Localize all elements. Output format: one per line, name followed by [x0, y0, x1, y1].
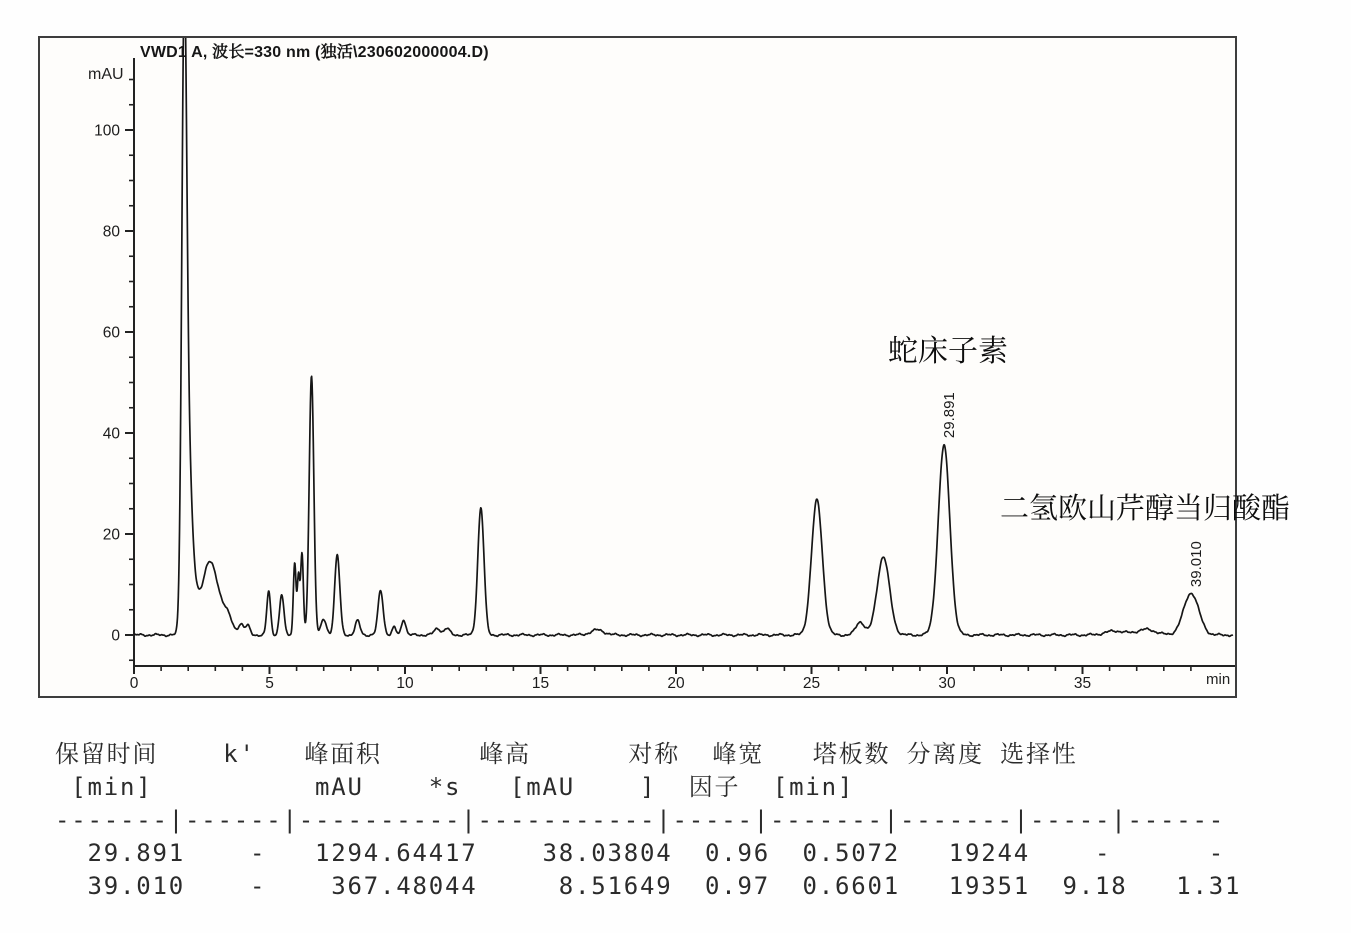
peak-results-table	[55, 738, 1241, 903]
x-tick-label: 0	[129, 675, 139, 692]
chromatogram-plot	[40, 38, 1235, 696]
x-tick-label: 10	[396, 675, 414, 692]
peak-retention-time-label: 39.010	[1188, 541, 1206, 588]
chromatogram-trace	[134, 38, 1233, 636]
y-tick-label: 100	[94, 122, 120, 140]
table-data-row-2: 39.010 - 367.48044 8.51649 0.97 0.6601 19351 9.18 1.31	[55, 872, 1242, 900]
chart-title: VWD1 A, 波长=330 nm (独活\230602000004.D)	[140, 44, 489, 61]
table-separator-row: -------|------|----------|-----------|-----|-------|-------|-----|------	[55, 806, 1225, 834]
x-tick-label: 30	[938, 675, 956, 692]
compound-annotation-columbianadin: 二氢欧山芹醇当归酸酯	[1000, 491, 1291, 525]
y-tick-label: 40	[102, 425, 120, 443]
table-data-row-1: 29.891 - 1294.64417 38.03804 0.96 0.5072 19244 - -	[55, 839, 1225, 867]
x-tick-label: 15	[531, 675, 550, 692]
table-header-row-2: [min] mAU *s [mAU ] 因子 [min]	[55, 773, 855, 801]
x-axis-unit-label: min	[1206, 671, 1231, 688]
y-tick-label: 80	[102, 223, 120, 241]
y-axis-unit-label: mAU	[88, 66, 124, 83]
x-tick-label: 25	[802, 675, 821, 692]
compound-annotation-osthole: 蛇床子素	[888, 334, 1008, 369]
chromatogram-frame	[38, 36, 1237, 698]
table-header-row-1: 保留时间 k' 峰面积 峰高 对称 峰宽 塔板数 分离度 选择性	[55, 740, 1078, 768]
x-tick-label: 35	[1073, 675, 1092, 692]
y-tick-label: 20	[102, 526, 120, 544]
y-tick-label: 60	[102, 324, 120, 342]
x-tick-label: 20	[667, 675, 685, 692]
peak-retention-time-label: 29.891	[941, 392, 959, 439]
x-tick-label: 5	[265, 675, 274, 692]
y-tick-label: 0	[111, 627, 120, 645]
